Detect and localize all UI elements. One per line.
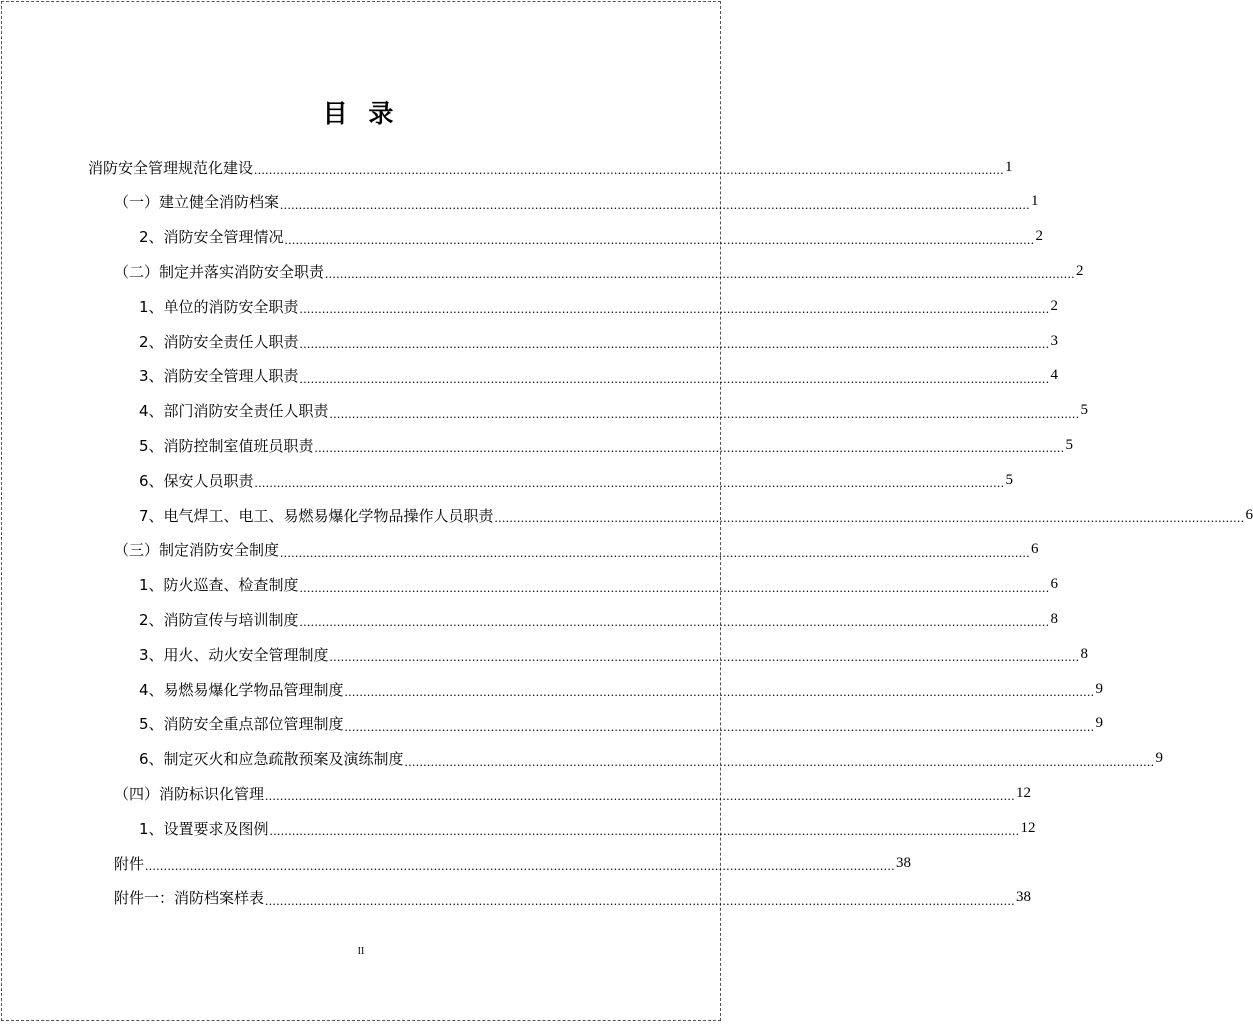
toc-entry[interactable]	[139, 428, 1074, 462]
toc-leader-dots: ........................................................................................................................................................................................................	[325, 266, 1076, 282]
toc-entry-page: 6	[1031, 541, 1039, 558]
toc-leader-dots: ........................................................................................................................................................................................................	[329, 405, 1080, 421]
toc-entry[interactable]	[139, 602, 1059, 636]
toc-entry-page: 9	[1095, 680, 1104, 697]
toc-entry-page: 1	[1005, 158, 1013, 175]
toc-entry[interactable]	[139, 672, 1104, 706]
toc-leader-dots: ........................................................................................................................................................................................................	[265, 892, 1016, 908]
toc-entry[interactable]	[139, 568, 1059, 602]
toc-entry-text: 附件一：消防档案样表	[114, 889, 265, 908]
toc-leader-dots: ........................................................................................................................................................................................................	[314, 440, 1065, 456]
toc-entry[interactable]	[114, 881, 1032, 915]
toc-entry[interactable]	[139, 463, 1014, 497]
toc-entry-text: 1、单位的消防安全职责	[139, 297, 299, 316]
toc-entry-page: 2	[1076, 262, 1084, 279]
toc-entry-page: 9	[1155, 750, 1164, 767]
toc-leader-dots: ........................................................................................................................................................................................................	[254, 162, 1005, 177]
toc-entry-text: 2、消防安全责任人职责	[139, 332, 299, 351]
toc-entry-page: 38	[896, 854, 912, 871]
toc-entry[interactable]	[114, 533, 1039, 567]
toc-entry-page: 4	[1050, 367, 1059, 384]
toc-entry-page: 1	[1031, 193, 1039, 210]
toc-leader-dots: ........................................................................................................................................................................................................	[299, 336, 1050, 351]
toc-entry-text: 6、制定灭火和应急疏散预案及演练制度	[139, 750, 404, 769]
toc-entry-text: 6、保安人员职责	[139, 471, 254, 490]
toc-entry-text: （四）消防标识化管理	[114, 784, 265, 803]
toc-leader-dots: ........................................................................................................................................................................................................	[299, 370, 1050, 386]
toc-entry-page: 6	[1245, 506, 1253, 523]
toc-entry-page: 8	[1080, 645, 1089, 662]
toc-leader-dots: ........................................................................................................................................................................................................	[280, 544, 1031, 560]
toc-entry-page: 2	[1035, 228, 1044, 245]
toc-entry-text: 5、消防控制室值班员职责	[139, 436, 314, 455]
toc-leader-dots: ........................................................................................................................................................................................................	[280, 196, 1031, 212]
toc-leader-dots: ........................................................................................................................................................................................................	[329, 649, 1080, 665]
toc-entry-text: 附件	[114, 854, 145, 873]
toc-entry[interactable]	[139, 811, 1036, 845]
toc-entry-page: 5	[1080, 402, 1089, 419]
toc-leader-dots: ........................................................................................................................................................................................................	[494, 510, 1245, 525]
toc-entry-page: 38	[1016, 889, 1032, 906]
toc-entry[interactable]	[139, 359, 1059, 393]
toc-entry[interactable]	[139, 324, 1059, 358]
toc-entry[interactable]	[139, 289, 1059, 323]
toc-leader-dots: ........................................................................................................................................................................................................	[299, 614, 1050, 630]
toc-entry-text: 3、消防安全管理人职责	[139, 367, 299, 386]
toc-leader-dots: ........................................................................................................................................................................................................	[269, 823, 1020, 839]
toc-entry-text: 7、电气焊工、电工、易燃易爆化学物品操作人员职责	[139, 506, 494, 525]
toc-leader-dots: ........................................................................................................................................................................................................	[344, 684, 1095, 699]
toc-leader-dots: ........................................................................................................................................................................................................	[299, 301, 1050, 317]
toc-entry-text: （二）制定并落实消防安全职责	[114, 262, 325, 281]
toc-entry-page: 8	[1050, 610, 1059, 627]
toc-leader-dots: ........................................................................................................................................................................................................	[344, 718, 1095, 734]
toc-entry-text: （一）建立健全消防档案	[114, 193, 280, 212]
toc-entry-page: 12	[1016, 784, 1032, 801]
toc-entry[interactable]	[88, 150, 1013, 184]
toc-leader-dots: ........................................................................................................................................................................................................	[299, 579, 1050, 595]
toc-leader-dots: ........................................................................................................................................................................................................	[284, 231, 1035, 247]
toc-entry-text: 4、部门消防安全责任人职责	[139, 402, 329, 421]
toc-leader-dots: ........................................................................................................................................................................................................	[145, 858, 896, 873]
toc-entry[interactable]	[139, 742, 1164, 776]
toc-entry-page: 12	[1020, 819, 1036, 836]
toc-entry-text: （三）制定消防安全制度	[114, 541, 280, 560]
toc-entry[interactable]	[139, 707, 1104, 741]
toc-entry-page: 9	[1095, 715, 1104, 732]
toc-entry-page: 2	[1050, 297, 1059, 314]
toc-entry-text: 5、消防安全重点部位管理制度	[139, 715, 344, 734]
toc-entry-text: 4、易燃易爆化学物品管理制度	[139, 680, 344, 699]
toc-title: 目 录	[322, 99, 400, 128]
page-number: II	[357, 946, 365, 957]
toc-entry[interactable]	[139, 220, 1044, 254]
toc-leader-dots: ........................................................................................................................................................................................................	[404, 753, 1155, 769]
toc-leader-dots: ........................................................................................................................................................................................................	[265, 788, 1016, 804]
toc-entry-page: 5	[1065, 436, 1074, 453]
toc-leader-dots: ........................................................................................................................................................................................................	[254, 475, 1005, 491]
toc-entry[interactable]	[139, 394, 1089, 428]
toc-entry[interactable]	[114, 185, 1039, 219]
toc-entry-page: 6	[1050, 576, 1059, 593]
toc-entry-page: 3	[1050, 332, 1059, 349]
toc-entry[interactable]	[114, 254, 1084, 288]
toc-entry-text: 2、消防宣传与培训制度	[139, 610, 299, 629]
document-page	[1, 1, 1253, 1021]
toc-entry-text: 3、用火、动火安全管理制度	[139, 645, 329, 664]
toc-entry[interactable]	[139, 498, 1253, 532]
toc-entry[interactable]	[139, 637, 1089, 671]
toc-entry-text: 消防安全管理规范化建设	[88, 158, 254, 177]
toc-entry-text: 1、防火巡查、检查制度	[139, 576, 299, 595]
toc-entry-page: 5	[1005, 471, 1014, 488]
toc-entry[interactable]	[114, 776, 1032, 810]
toc-entry[interactable]	[114, 846, 912, 880]
toc-entry-text: 1、设置要求及图例	[139, 819, 269, 838]
toc-entry-text: 2、消防安全管理情况	[139, 228, 284, 247]
